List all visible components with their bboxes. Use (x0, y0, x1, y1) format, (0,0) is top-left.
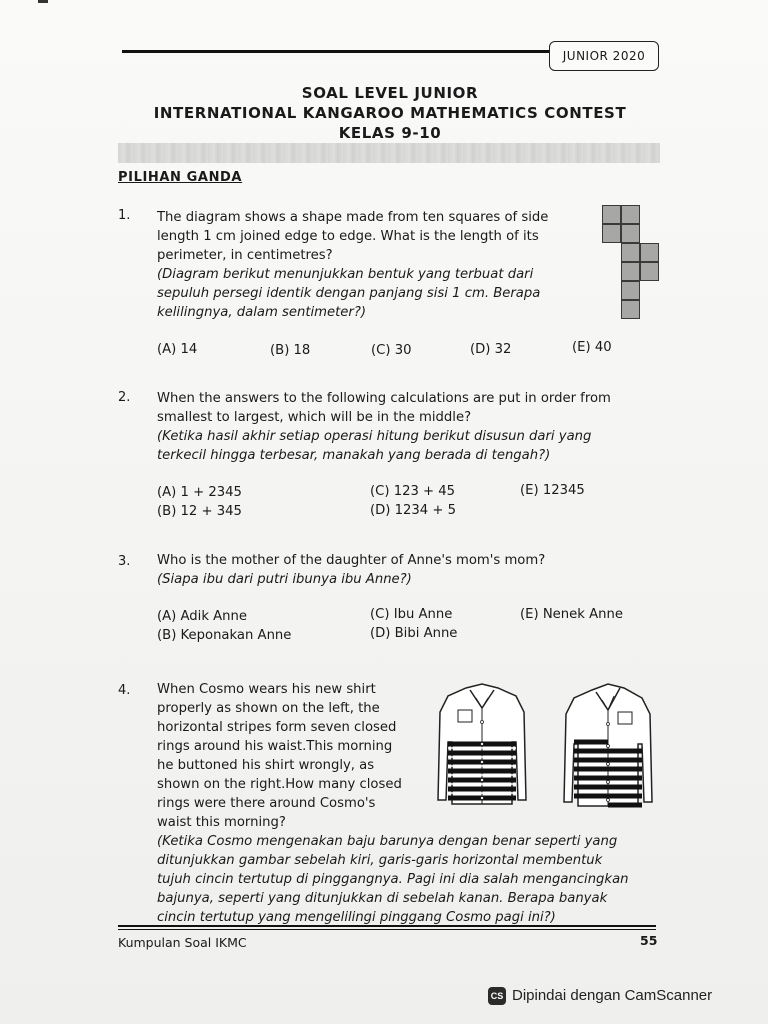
question-4-line: rings around his waist.This morning (157, 739, 393, 754)
question-4-line: he buttoned his shirt wrongly, as (157, 758, 375, 773)
question-3-translation: (Siapa ibu dari putri ibunya ibu Anne?) (157, 572, 412, 587)
shirt-correct-illustration (436, 682, 528, 806)
question-4-translation: cincin tertutup yang mengelilingi pinggang Cosmo pagi ini?) (157, 910, 556, 925)
footer-title: Kumpulan Soal IKMC (118, 935, 247, 950)
square (602, 205, 621, 224)
option-e: (E) Nenek Anne (520, 607, 623, 622)
footer-rule (118, 925, 656, 927)
question-3-line: Who is the mother of the daughter of Anne's mom's mom? (157, 553, 546, 568)
option-b: (B) 18 (270, 343, 311, 358)
question-4-line: horizontal stripes form seven closed (157, 720, 397, 735)
camscanner-watermark (488, 987, 712, 1005)
question-4-translation: bajunya, seperti yang ditunjukkan di sebelah kanan. Berapa banyak (157, 891, 608, 906)
camscanner-text: Dipindai dengan CamScanner (512, 987, 713, 1004)
option-e: (E) 40 (572, 340, 612, 355)
option-d: (D) 32 (470, 342, 512, 357)
question-4-line: shown on the right.How many closed (157, 777, 402, 792)
option-c: (C) Ibu Anne (370, 607, 453, 622)
option-a: (A) Adik Anne (157, 609, 248, 624)
question-4-translation-block (157, 832, 667, 927)
square (640, 262, 659, 281)
square (621, 300, 640, 319)
question-2-line: smallest to largest, which will be in the middle? (157, 410, 472, 425)
gray-band (118, 143, 660, 163)
question-2-number: 2. (118, 390, 131, 405)
option-a: (A) 14 (157, 342, 198, 357)
shirt-misbuttoned-illustration (562, 682, 656, 808)
question-3-number: 3. (118, 554, 131, 569)
square (621, 262, 640, 281)
question-2-translation: terkecil hingga terbesar, manakah yang berada di tengah?) (157, 448, 551, 463)
question-1-text (157, 208, 597, 322)
camscanner-logo-icon: CS (488, 987, 506, 1005)
question-1-translation: kelilingnya, dalam sentimeter?) (157, 305, 366, 320)
option-c: (C) 30 (371, 343, 412, 358)
square (621, 281, 640, 300)
question-4-translation: tujuh cincin tertutup di pinggangnya. Pagi ini dia salah mengancingkan (157, 872, 629, 887)
option-d: (D) 1234 + 5 (370, 503, 457, 518)
footer-rule-thin (118, 929, 656, 930)
question-3-text (157, 551, 657, 589)
square (621, 243, 640, 262)
square (621, 224, 640, 243)
option-c: (C) 123 + 45 (370, 484, 456, 499)
question-4-text (157, 680, 425, 832)
level-badge: JUNIOR 2020 (549, 41, 659, 71)
question-4-number: 4. (118, 683, 131, 698)
question-1-translation: sepuluh persegi identik dengan panjang sisi 1 cm. Berapa (157, 286, 541, 301)
question-1-number: 1. (118, 208, 131, 223)
header-rule (122, 50, 552, 53)
scan-mark (38, 0, 48, 3)
title-line-3: KELAS 9-10 (338, 124, 442, 142)
option-b: (B) 12 + 345 (157, 504, 242, 519)
question-1-line: The diagram shows a shape made from ten squares of side (157, 210, 549, 225)
question-1-translation: (Diagram berikut menunjukkan bentuk yang terbuat dari (157, 267, 534, 282)
question-2-text (157, 389, 667, 465)
option-b: (B) Keponakan Anne (157, 628, 292, 643)
option-d: (D) Bibi Anne (370, 626, 458, 641)
question-4-line: waist this morning? (157, 815, 286, 830)
option-a: (A) 1 + 2345 (157, 485, 242, 500)
question-2-line: When the answers to the following calculations are put in order from (157, 391, 611, 406)
question-4-line: rings were there around Cosmo's (157, 796, 376, 811)
square (640, 243, 659, 262)
question-4-line: When Cosmo wears his new shirt (157, 682, 376, 697)
question-4-translation: ditunjukkan gambar sebelah kiri, garis-garis horizontal membentuk (157, 853, 603, 868)
question-4-line: properly as shown on the left, the (157, 701, 380, 716)
question-1-line: length 1 cm joined edge to edge. What is the length of its (157, 229, 539, 244)
option-e: (E) 12345 (520, 483, 585, 498)
square (621, 205, 640, 224)
question-2-translation: (Ketika hasil akhir setiap operasi hitung berikut disusun dari yang (157, 429, 592, 444)
question-4-translation: (Ketika Cosmo mengenakan baju barunya dengan benar seperti yang (157, 834, 618, 849)
question-1-line: perimeter, in centimetres? (157, 248, 333, 263)
section-title: PILIHAN GANDA (118, 170, 243, 185)
title-line-2: INTERNATIONAL KANGAROO MATHEMATICS CONTEST (153, 104, 627, 122)
title-line-1: SOAL LEVEL JUNIOR (301, 84, 479, 102)
square (602, 224, 621, 243)
page-number: 55 (640, 933, 658, 948)
